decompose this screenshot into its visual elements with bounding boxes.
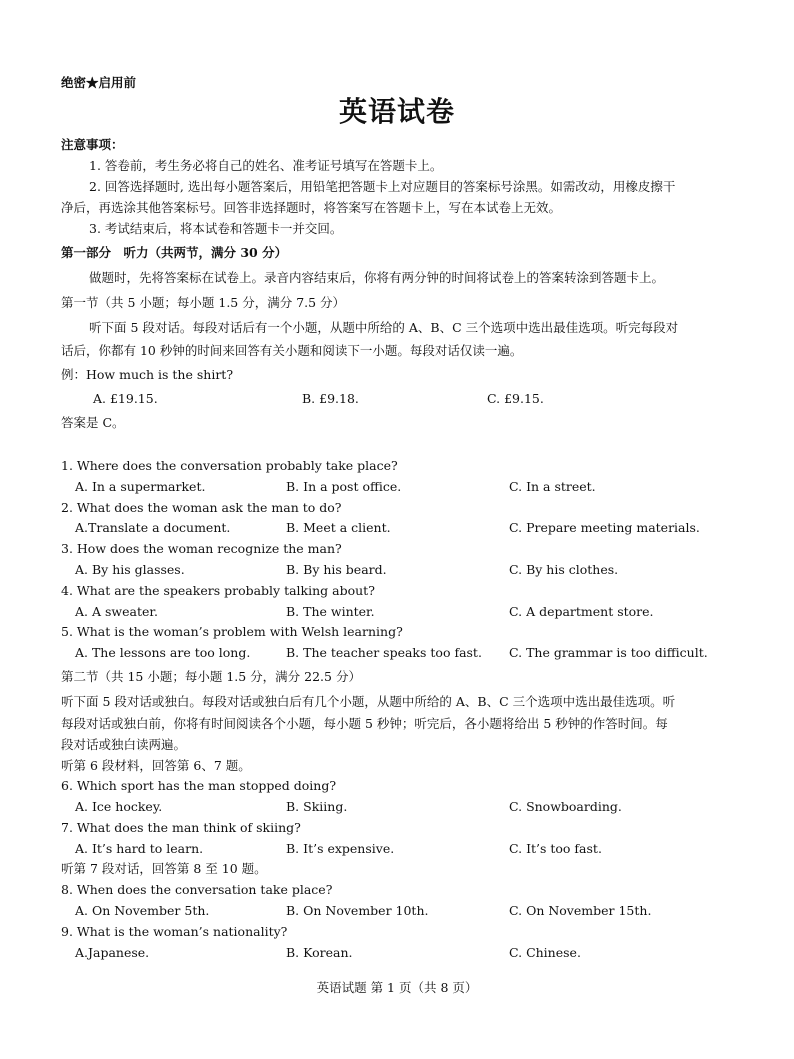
part1-heading: 第一部分 听力（共两节，满分 30 分） (61, 245, 288, 260)
question-5-option-c: C. The grammar is too difficult. (509, 645, 708, 660)
question-9-option-c: C. Chinese. (509, 945, 581, 960)
question-1-option-c: C. In a street. (509, 479, 596, 494)
question-8-option-a: A. On November 5th. (75, 903, 210, 918)
question-6-option-a: A. Ice hockey. (75, 799, 163, 814)
example-option-b: B. £9.18. (302, 391, 359, 406)
question-4-option-a: A. A sweater. (75, 604, 158, 619)
question-2: 2. What does the woman ask the man to do? (61, 500, 342, 515)
question-9-option-a: A.Japanese. (75, 945, 150, 960)
question-4-option-b: B. The winter. (286, 604, 375, 619)
section2-instruction-3: 段对话或独白读两遍。 (61, 737, 187, 752)
question-1-option-b: B. In a post office. (286, 479, 402, 494)
section1-heading: 第一节（共 5 小题；每小题 1.5 分，满分 7.5 分） (61, 295, 346, 310)
question-1-option-a: A. In a supermarket. (75, 479, 206, 494)
example-question: 例：How much is the shirt? (61, 367, 234, 382)
question-2-option-a: A.Translate a document. (75, 520, 231, 535)
dialog-6-label: 听第 6 段材料，回答第 6、7 题。 (61, 758, 251, 773)
section2-heading: 第二节（共 15 小题；每小题 1.5 分，满分 22.5 分） (61, 669, 361, 684)
question-7-option-b: B. It’s expensive. (286, 841, 395, 856)
question-5: 5. What is the woman’s problem with Welsh learning? (61, 624, 403, 639)
question-6-option-b: B. Skiing. (286, 799, 348, 814)
question-8: 8. When does the conversation take place? (61, 882, 333, 897)
example-option-a: A. £19.15. (93, 391, 158, 406)
question-7-option-c: C. It’s too fast. (509, 841, 602, 856)
question-1: 1. Where does the conversation probably take place? (61, 458, 398, 473)
question-9-option-b: B. Korean. (286, 945, 353, 960)
section2-instruction-1: 听下面 5 段对话或独白。每段对话或独白后有几个小题，从题中所给的 A、B、C 三个选项中选出最佳选项。听 (61, 694, 676, 709)
notice-item-2-cont: 净后，再选涂其他答案标号。回答非选择题时，将答案写在答题卡上，写在本试卷上无效。 (61, 200, 562, 215)
section1-instruction-2: 话后，你都有 10 秒钟的时间来回答有关小题和阅读下一小题。每段对话仅读一遍。 (61, 343, 523, 358)
question-3-option-a: A. By his glasses. (75, 562, 185, 577)
secret-label: 绝密★启用前 (61, 75, 137, 90)
notice-item-1: 1. 答卷前，考生务必将自己的姓名、准考证号填写在答题卡上。 (89, 158, 443, 173)
question-3-option-c: C. By his clothes. (509, 562, 619, 577)
question-4-option-c: C. A department store. (509, 604, 654, 619)
notice-item-3: 3. 考试结束后，将本试卷和答题卡一并交回。 (89, 221, 343, 236)
example-answer: 答案是 C。 (61, 415, 125, 430)
question-8-option-c: C. On November 15th. (509, 903, 652, 918)
question-4: 4. What are the speakers probably talking about? (61, 583, 375, 598)
question-7: 7. What does the man think of skiing? (61, 820, 301, 835)
question-9: 9. What is the woman’s nationality? (61, 924, 288, 939)
question-5-option-b: B. The teacher speaks too fast. (286, 645, 482, 660)
question-3-option-b: B. By his beard. (286, 562, 387, 577)
notice-item-2: 2. 回答选择题时, 选出每小题答案后，用铅笔把答题卡上对应题目的答案标号涂黑。如需改动，用橡皮擦干 (89, 179, 676, 194)
question-8-option-b: B. On November 10th. (286, 903, 429, 918)
question-6-option-c: C. Snowboarding. (509, 799, 622, 814)
question-2-option-b: B. Meet a client. (286, 520, 391, 535)
notice-heading: 注意事项： (61, 137, 124, 152)
question-5-option-a: A. The lessons are too long. (75, 645, 251, 660)
question-3: 3. How does the woman recognize the man? (61, 541, 342, 556)
section2-instruction-2: 每段对话或独白前，你将有时间阅读各个小题，每小题 5 秒钟；听完后，各小题将给出 5 秒钟的作答时间。每 (61, 716, 668, 731)
question-2-option-c: C. Prepare meeting materials. (509, 520, 700, 535)
section1-instruction-1: 听下面 5 段对话。每段对话后有一个小题，从题中所给的 A、B、C 三个选项中选出最佳选项。听完每段对 (89, 320, 679, 335)
page-title: 英语试卷 (338, 95, 455, 128)
example-option-c: C. £9.15. (487, 391, 544, 406)
part1-instruction: 做题时，先将答案标在试卷上。录音内容结束后，你将有两分钟的时间将试卷上的答案转涂到答题卡上。 (89, 270, 665, 285)
dialog-7-label: 听第 7 段对话，回答第 8 至 10 题。 (61, 861, 267, 876)
question-6: 6. Which sport has the man stopped doing? (61, 778, 337, 793)
question-7-option-a: A. It’s hard to learn. (75, 841, 204, 856)
page-footer: 英语试题 第 1 页（共 8 页） (316, 980, 478, 995)
